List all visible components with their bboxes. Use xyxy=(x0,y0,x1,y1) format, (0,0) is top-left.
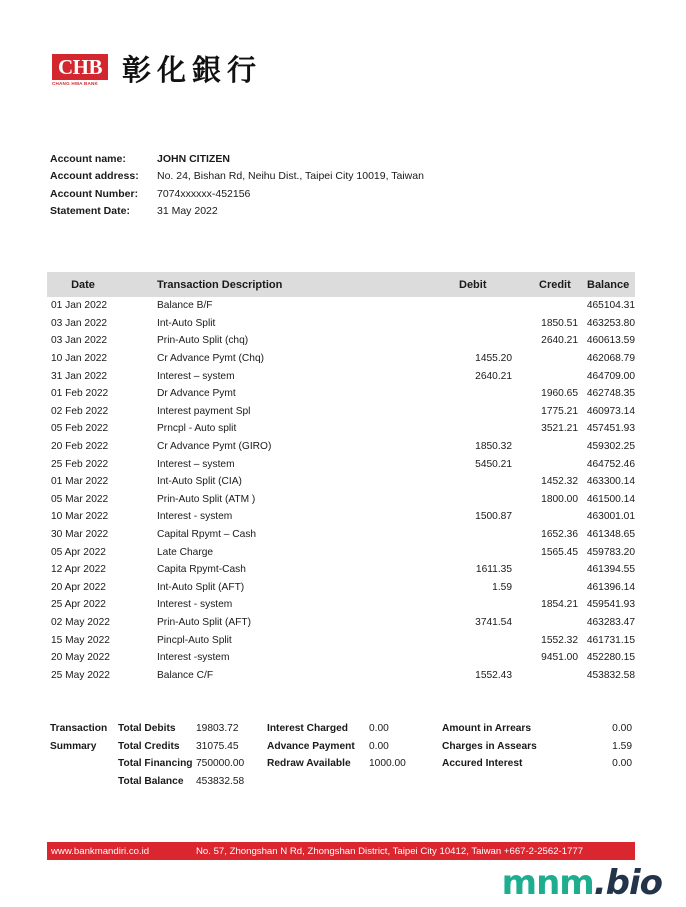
account-address-row xyxy=(50,168,424,186)
cell-balance: 463253.80 xyxy=(586,317,635,329)
chb-logo-mark xyxy=(52,54,108,80)
cell-credit: 1652.36 xyxy=(541,529,578,541)
summary-totals xyxy=(118,720,244,790)
table-row xyxy=(47,561,635,579)
cell-description: Int-Auto Split xyxy=(157,317,216,329)
summary-value: 750000.00 xyxy=(196,758,245,770)
table-row xyxy=(47,455,635,473)
footer-address: No. 57, Zhongshan N Rd, Zhongshan District, Taipei City 10412, Taiwan +667-2-2562-1777 xyxy=(196,845,584,857)
cell-date: 20 Apr 2022 xyxy=(51,581,106,593)
cell-credit: 2640.21 xyxy=(541,335,578,347)
summary-label: Total Balance xyxy=(118,776,184,788)
cell-balance: 461500.14 xyxy=(586,493,635,505)
cell-balance: 453832.58 xyxy=(586,669,635,681)
cell-description: Dr Advance Pymt xyxy=(157,388,236,400)
cell-description: Interest -system xyxy=(157,652,230,664)
summary-label: Interest Charged xyxy=(267,723,348,735)
footer-website[interactable]: www.bankmandiri.co.id xyxy=(51,845,150,857)
cell-credit: 1854.21 xyxy=(541,599,578,611)
table-row xyxy=(47,297,635,315)
cell-balance: 462068.79 xyxy=(586,353,635,365)
table-row xyxy=(47,596,635,614)
summary-label: Total Debits xyxy=(118,723,176,735)
watermark-part2: .bio xyxy=(593,863,662,903)
cell-description: Pincpl-Auto Split xyxy=(157,634,232,646)
cell-debit: 3741.54 xyxy=(475,616,512,628)
cell-balance: 462748.35 xyxy=(586,388,635,400)
cell-balance: 461394.55 xyxy=(586,564,635,576)
cell-description: Interest - system xyxy=(157,599,233,611)
cell-date: 02 May 2022 xyxy=(51,616,110,628)
table-row xyxy=(47,543,635,561)
cell-debit: 1552.43 xyxy=(475,669,512,681)
cell-date: 15 May 2022 xyxy=(51,634,110,646)
statement-date-value: 31 May 2022 xyxy=(157,205,218,218)
cell-balance: 464752.46 xyxy=(586,458,635,470)
table-row xyxy=(47,508,635,526)
cell-description: Int-Auto Split (CIA) xyxy=(157,476,242,488)
summary-item xyxy=(118,755,244,773)
summary-item xyxy=(442,720,632,738)
cell-date: 01 Jan 2022 xyxy=(51,300,108,312)
cell-balance: 461396.14 xyxy=(586,581,635,593)
cell-date: 25 May 2022 xyxy=(51,669,110,681)
cell-balance: 459302.25 xyxy=(586,441,635,453)
footer-bar xyxy=(47,842,635,860)
cell-description: Interest payment Spl xyxy=(157,405,251,417)
table-row xyxy=(47,403,635,421)
cell-description: Prin-Auto Split (chq) xyxy=(157,335,249,347)
cell-balance: 463283.47 xyxy=(586,616,635,628)
summary-value: 0.00 xyxy=(369,740,389,752)
table-row xyxy=(47,367,635,385)
table-row xyxy=(47,491,635,509)
cell-balance: 459541.93 xyxy=(586,599,635,611)
cell-balance: 463001.01 xyxy=(586,511,635,523)
summary-item xyxy=(442,738,632,756)
account-name-label: Account name: xyxy=(50,152,126,165)
cell-balance: 461348.65 xyxy=(586,529,635,541)
cell-debit: 1850.32 xyxy=(475,441,512,453)
cell-credit: 9451.00 xyxy=(541,652,578,664)
cell-description: Prin-Auto Split (AFT) xyxy=(157,616,251,628)
cell-balance: 461731.15 xyxy=(586,634,635,646)
cell-description: Balance B/F xyxy=(157,300,213,312)
cell-date: 10 Mar 2022 xyxy=(51,511,109,523)
summary-title xyxy=(50,720,107,755)
header-debit: Debit xyxy=(459,278,487,291)
summary-value: 0.00 xyxy=(369,723,389,735)
cell-date: 05 Mar 2022 xyxy=(51,493,109,505)
summary-title-line2: Summary xyxy=(50,740,97,752)
cell-description: Capital Rpymt – Cash xyxy=(157,529,257,541)
table-row xyxy=(47,473,635,491)
cell-debit: 1.59 xyxy=(492,581,512,593)
account-number-row xyxy=(50,185,424,203)
summary-item xyxy=(118,720,244,738)
table-row xyxy=(47,438,635,456)
cell-date: 01 Feb 2022 xyxy=(51,388,109,400)
cell-description: Prin-Auto Split (ATM ) xyxy=(157,493,256,505)
cell-balance: 459783.20 xyxy=(586,546,635,558)
summary-value: 31075.45 xyxy=(196,740,239,752)
cell-balance: 463300.14 xyxy=(586,476,635,488)
cell-date: 20 Feb 2022 xyxy=(51,441,109,453)
account-name-value: JOHN CITIZEN xyxy=(157,152,230,165)
cell-credit: 1565.45 xyxy=(541,546,578,558)
cell-description: Late Charge xyxy=(157,546,214,558)
cell-date: 02 Feb 2022 xyxy=(51,405,109,417)
summary-title-line1: Transaction xyxy=(50,723,108,735)
summary-label: Amount in Arrears xyxy=(442,723,532,735)
table-row xyxy=(47,350,635,368)
cell-balance: 460613.59 xyxy=(586,335,635,347)
cell-date: 03 Jan 2022 xyxy=(51,317,108,329)
header-balance: Balance xyxy=(587,278,630,291)
table-row xyxy=(47,631,635,649)
watermark xyxy=(502,862,662,904)
summary-value: 19803.72 xyxy=(196,723,239,735)
header-description: Transaction Description xyxy=(157,278,283,291)
watermark-part1: mnm xyxy=(501,863,594,903)
cell-debit: 1500.87 xyxy=(475,511,512,523)
summary-item xyxy=(118,773,244,791)
account-info xyxy=(50,150,424,220)
account-name-row xyxy=(50,150,424,168)
cell-credit: 1552.32 xyxy=(541,634,578,646)
cell-credit: 1452.32 xyxy=(541,476,578,488)
cell-description: Balance C/F xyxy=(157,669,214,681)
summary-value: 0.00 xyxy=(612,758,632,770)
cell-description: Interest – system xyxy=(157,458,235,470)
table-row xyxy=(47,420,635,438)
summary-label: Charges in Assears xyxy=(442,740,537,752)
logo-subtext: CHANG HWA BANK xyxy=(52,81,99,86)
summary-item xyxy=(267,738,406,756)
table-row xyxy=(47,526,635,544)
cell-date: 20 May 2022 xyxy=(51,652,110,664)
cell-balance: 452280.15 xyxy=(586,652,635,664)
summary-item xyxy=(442,755,632,773)
cell-date: 12 Apr 2022 xyxy=(51,564,106,576)
summary-interest xyxy=(267,720,406,773)
summary-label: Redraw Available xyxy=(267,758,351,770)
summary-label: Advance Payment xyxy=(267,740,355,752)
table-header xyxy=(47,272,635,297)
table-row xyxy=(47,666,635,684)
summary-value: 0.00 xyxy=(612,723,632,735)
cell-debit: 1455.20 xyxy=(475,353,512,365)
account-number-label: Account Number: xyxy=(50,187,139,200)
summary-item xyxy=(267,720,406,738)
table-body xyxy=(47,297,635,684)
summary-label: Total Credits xyxy=(118,740,180,752)
cell-debit: 1611.35 xyxy=(475,564,512,576)
transactions-table xyxy=(47,272,635,684)
cell-date: 25 Feb 2022 xyxy=(51,458,109,470)
cell-credit: 1775.21 xyxy=(541,405,578,417)
summary-value: 1.59 xyxy=(612,740,632,752)
header-date: Date xyxy=(71,278,95,291)
cell-description: Int-Auto Split (AFT) xyxy=(157,581,245,593)
summary-arrears xyxy=(442,720,632,773)
cell-credit: 1960.65 xyxy=(541,388,578,400)
cell-debit: 5450.21 xyxy=(475,458,512,470)
cell-credit: 3521.21 xyxy=(541,423,578,435)
table-row xyxy=(47,315,635,333)
account-address-label: Account address: xyxy=(50,170,139,183)
cell-balance: 465104.31 xyxy=(586,300,635,312)
cell-description: Interest - system xyxy=(157,511,233,523)
statement-date-row xyxy=(50,203,424,221)
cell-description: Prncpl - Auto split xyxy=(157,423,237,435)
summary-value: 453832.58 xyxy=(196,776,245,788)
table-row xyxy=(47,385,635,403)
cell-balance: 464709.00 xyxy=(586,370,635,382)
summary-label: Total Financing xyxy=(118,758,193,770)
cell-balance: 460973.14 xyxy=(586,405,635,417)
cell-date: 31 Jan 2022 xyxy=(51,370,108,382)
cell-credit: 1850.51 xyxy=(541,317,578,329)
statement-date-label: Statement Date: xyxy=(50,205,130,218)
table-row xyxy=(47,332,635,350)
cell-balance: 457451.93 xyxy=(586,423,635,435)
account-number-value: 7074xxxxxx-452156 xyxy=(157,187,251,200)
summary-item xyxy=(118,738,244,756)
cell-description: Capita Rpymt-Cash xyxy=(157,564,246,576)
header-credit: Credit xyxy=(539,278,571,291)
summary-value: 1000.00 xyxy=(369,758,406,770)
cell-description: Interest – system xyxy=(157,370,235,382)
cell-date: 05 Feb 2022 xyxy=(51,423,109,435)
cell-date: 03 Jan 2022 xyxy=(51,335,108,347)
cell-date: 25 Apr 2022 xyxy=(51,599,106,611)
cell-description: Cr Advance Pymt (Chq) xyxy=(157,353,265,365)
cell-date: 05 Apr 2022 xyxy=(51,546,106,558)
table-row xyxy=(47,579,635,597)
table-row xyxy=(47,614,635,632)
bank-chinese-name: 彰化銀行 xyxy=(122,53,263,87)
cell-credit: 1800.00 xyxy=(541,493,578,505)
cell-date: 01 Mar 2022 xyxy=(51,476,109,488)
cell-debit: 2640.21 xyxy=(475,370,512,382)
cell-date: 10 Jan 2022 xyxy=(51,353,108,365)
account-address-value: No. 24, Bishan Rd, Neihu Dist., Taipei City 10019, Taiwan xyxy=(157,170,424,183)
cell-description: Cr Advance Pymt (GIRO) xyxy=(157,441,272,453)
cell-date: 30 Mar 2022 xyxy=(51,529,109,541)
table-row xyxy=(47,649,635,667)
logo-text: CHB xyxy=(57,55,102,79)
summary-label: Accured Interest xyxy=(442,758,523,770)
summary-item xyxy=(267,755,406,773)
